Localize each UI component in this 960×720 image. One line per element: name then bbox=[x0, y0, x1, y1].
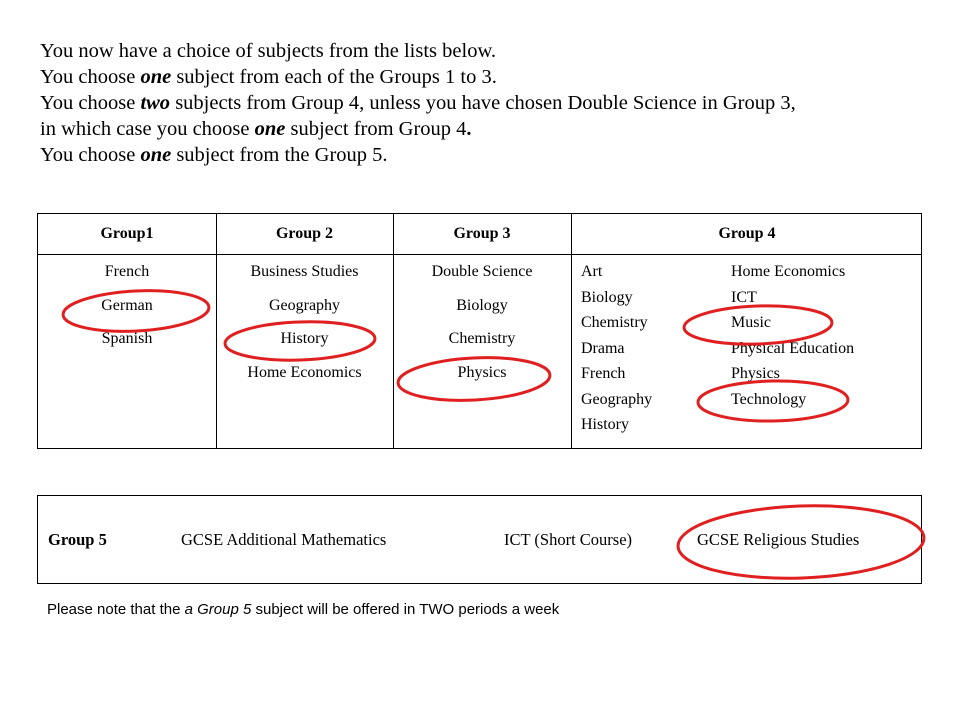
subject-french: French bbox=[104, 263, 150, 280]
footnote-italic: a Group 5 bbox=[184, 601, 252, 618]
subject-biology: Biology bbox=[456, 296, 508, 314]
instruction-line-3 bbox=[40, 90, 940, 116]
group5-table bbox=[37, 495, 922, 584]
group2-header: Group 2 bbox=[275, 225, 334, 242]
instruction-text: in which case you choose bbox=[40, 118, 255, 140]
subject-history: History bbox=[581, 416, 629, 433]
instruction-line-1 bbox=[40, 38, 940, 64]
instruction-text: You choose bbox=[40, 144, 141, 166]
footnote-text: Please note that the bbox=[47, 601, 185, 618]
emphasis-word: two bbox=[140, 92, 171, 114]
instruction-line-5 bbox=[40, 142, 940, 168]
subject-biology: Biology bbox=[581, 288, 633, 306]
subject-physical-education: Physical Education bbox=[731, 339, 855, 357]
group4-list-right bbox=[731, 262, 854, 415]
instruction-line-4 bbox=[40, 116, 940, 142]
emphasis-word: one bbox=[140, 66, 172, 88]
subject-art: Art bbox=[581, 263, 603, 280]
subject-business-studies: Business Studies bbox=[250, 263, 359, 280]
subject-geography: Geography bbox=[268, 296, 341, 314]
group4-list-left bbox=[581, 262, 652, 441]
instruction-text: subjects from Group 4, unless you have chosen Double Science in Group 3, bbox=[170, 92, 796, 114]
group1-header: Group1 bbox=[100, 225, 154, 242]
instruction-text: subject from each of the Groups 1 to 3. bbox=[171, 66, 497, 88]
group1-list bbox=[38, 262, 216, 363]
subject-chemistry: Chemistry bbox=[448, 330, 516, 347]
instruction-text: . bbox=[466, 118, 472, 140]
group5-label: Group 5 bbox=[48, 530, 107, 549]
subject-chemistry: Chemistry bbox=[581, 314, 648, 331]
instructions bbox=[40, 38, 940, 168]
group3-header: Group 3 bbox=[453, 225, 511, 242]
subject-french: French bbox=[581, 365, 626, 382]
footnote-text: subject will be offered in TWO periods a week bbox=[251, 601, 560, 618]
subject-music: Music bbox=[731, 314, 771, 331]
option-ict-short-course: ICT (Short Course) bbox=[504, 530, 633, 549]
instruction-text: You now have a choice of subjects from the lists below. bbox=[40, 40, 497, 62]
option-additional-mathematics: GCSE Additional Mathematics bbox=[181, 530, 387, 549]
subject-german: German bbox=[101, 296, 153, 314]
group4-header: Group 4 bbox=[718, 225, 776, 242]
subject-drama: Drama bbox=[581, 339, 625, 357]
footnote bbox=[47, 601, 559, 618]
group3-list bbox=[393, 262, 571, 396]
subject-spanish: Spanish bbox=[101, 330, 153, 347]
instruction-text: subject from Group 4 bbox=[285, 118, 467, 140]
subject-history: History bbox=[280, 330, 329, 347]
subject-home-economics: Home Economics bbox=[731, 263, 846, 280]
instruction-text: You choose bbox=[40, 92, 141, 114]
emphasis-word: one bbox=[140, 144, 172, 166]
group2-list bbox=[216, 262, 393, 396]
subject-geography: Geography bbox=[581, 390, 653, 408]
header-divider bbox=[38, 254, 921, 255]
subject-physics: Physics bbox=[457, 363, 507, 381]
subject-technology: Technology bbox=[731, 390, 807, 408]
subject-double-science: Double Science bbox=[431, 263, 533, 280]
subject-ict: ICT bbox=[731, 288, 757, 306]
emphasis-word: one bbox=[254, 118, 286, 140]
instruction-text: You choose bbox=[40, 66, 141, 88]
instruction-text: subject from the Group 5. bbox=[171, 144, 388, 166]
option-religious-studies: GCSE Religious Studies bbox=[697, 530, 860, 549]
instruction-line-2 bbox=[40, 64, 940, 90]
subject-physics: Physics bbox=[731, 365, 780, 382]
subject-home-economics: Home Economics bbox=[247, 363, 362, 381]
groups-table bbox=[37, 213, 922, 449]
